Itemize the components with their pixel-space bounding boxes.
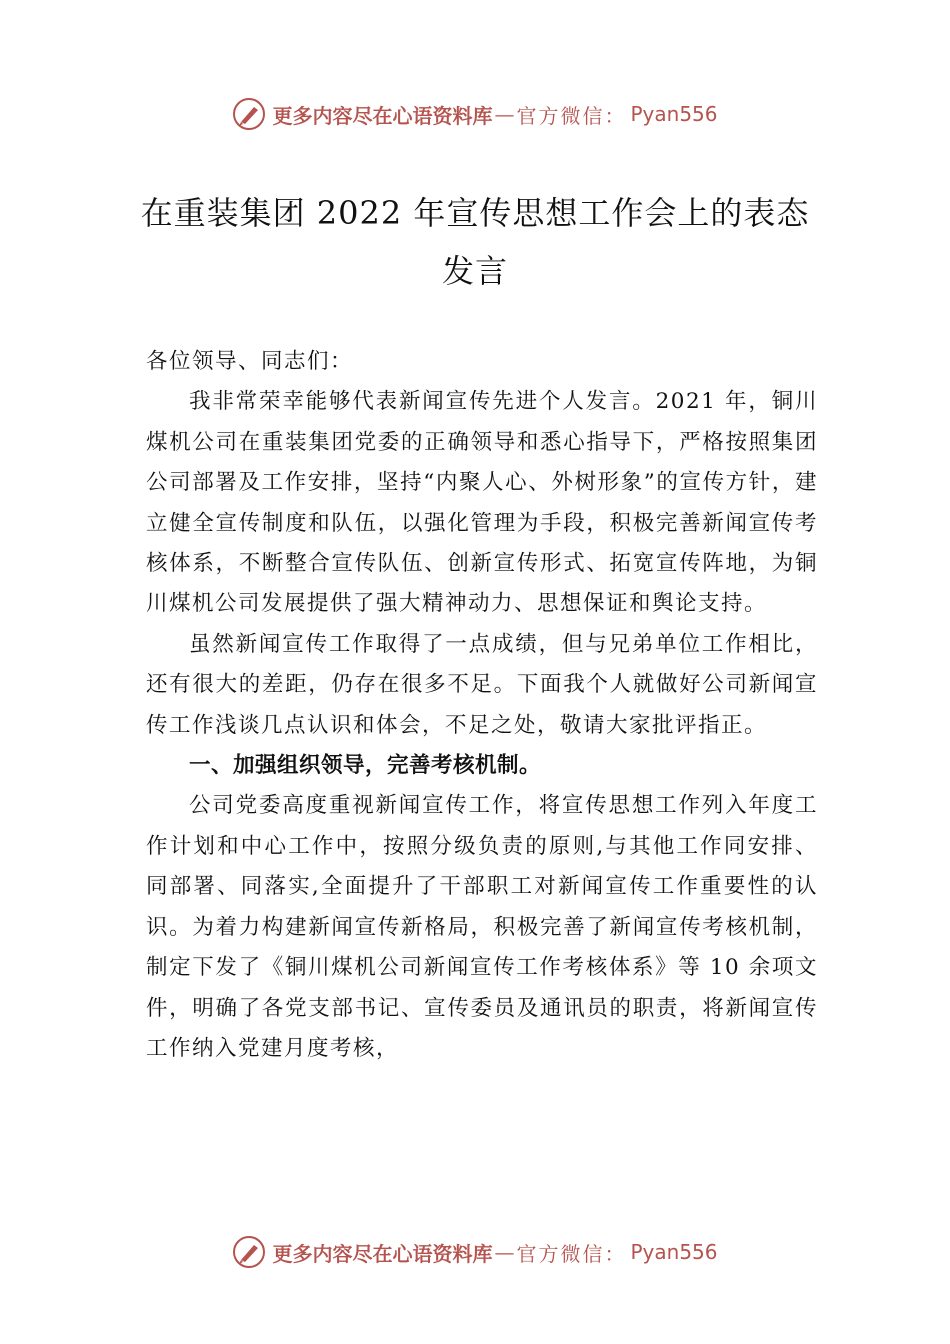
watermark-banner-top	[0, 94, 950, 134]
document-title: 在重装集团 2022 年宣传思想工作会上的表态发言	[140, 194, 810, 290]
section-heading: 一、加强组织领导，完善考核机制。	[189, 753, 542, 779]
watermark-wechat-label: 官方微信：	[516, 103, 627, 128]
section-paragraph: 公司党委高度重视新闻宣传工作，将宣传思想工作列入年度工作计划和中心工作中，按照分级负责的原则,与其他工作同安排、同部署、同落实,全面提升了干部职工对新闻宣传工作重要性的认识。为着力构建新闻宣传新格局，积极完善了新闻宣传考核机制，制定下发了《铜川煤机公司新闻宣传工作考核体系》等 10 余项文件，明确了各党支部书记、宣传委员及通讯员的职责，将新闻宣传工作纳入党建月度考核，	[146, 793, 818, 1061]
watermark-text: 更多内容尽在心语资料库	[272, 103, 493, 128]
document-body	[146, 342, 818, 1069]
pen-logo-icon	[232, 97, 266, 131]
salutation: 各位领导、同志们：	[146, 349, 354, 374]
watermark-wechat-id: Pyan556	[630, 1240, 718, 1264]
pen-logo-icon	[232, 1235, 266, 1269]
watermark-separator: —	[494, 102, 515, 126]
watermark-text: 更多内容尽在心语资料库	[272, 1241, 493, 1266]
watermark-banner-bottom	[0, 1232, 950, 1272]
watermark-separator: —	[494, 1240, 515, 1264]
watermark-wechat-label: 官方微信：	[516, 1241, 627, 1266]
paragraph: 虽然新闻宣传工作取得了一点成绩，但与兄弟单位工作相比，还有很大的差距，仍存在很多不足。下面我个人就做好公司新闻宣传工作浅谈几点认识和体会，不足之处，敬请大家批评指正。	[146, 631, 818, 738]
watermark-wechat-id: Pyan556	[630, 102, 718, 126]
paragraph: 我非常荣幸能够代表新闻宣传先进个人发言。2021 年，铜川煤机公司在重装集团党委的正确领导和悉心指导下，严格按照集团公司部署及工作安排，坚持“内聚人心、外树形象”的宣传方针，建立健全宣传制度和队伍，以强化管理为手段，积极完善新闻宣传考核体系，不断整合宣传队伍、创新宣传形式、拓宽宣传阵地，为铜川煤机公司发展提供了强大精神动力、思想保证和舆论支持。	[146, 389, 818, 617]
